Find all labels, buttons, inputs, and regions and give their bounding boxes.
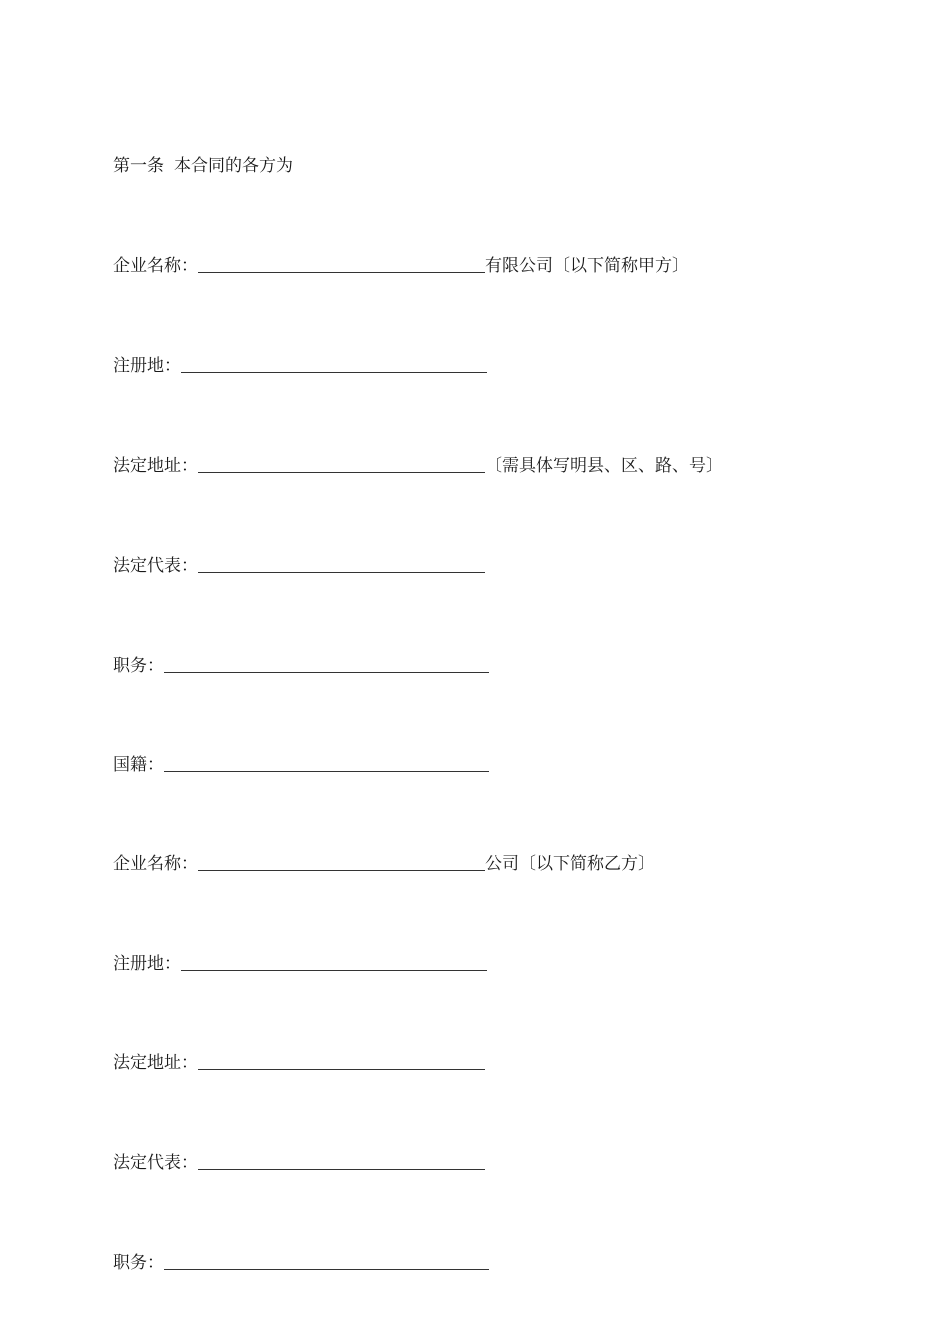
- field-label: 企业名称：: [113, 256, 198, 276]
- fill-in-blank: [198, 1168, 485, 1170]
- field-label: 法定代表：: [113, 1153, 198, 1173]
- fill-in-blank: [181, 969, 487, 971]
- party-b-legal-address-row: [113, 1047, 485, 1073]
- field-label: 国籍：: [113, 755, 164, 775]
- field-label: 法定地址：: [113, 456, 198, 476]
- party-b-legal-representative-row: [113, 1147, 485, 1173]
- fill-in-blank: [198, 869, 485, 871]
- party-b-registered-place-row: [113, 948, 487, 974]
- party-a-legal-representative-row: [113, 550, 485, 576]
- field-label: 法定地址：: [113, 1053, 198, 1073]
- fill-in-blank: [198, 271, 485, 273]
- party-b-position-row: [113, 1247, 489, 1273]
- field-label: 职务：: [113, 1253, 164, 1273]
- fill-in-blank: [164, 1268, 489, 1270]
- field-label: 职务：: [113, 656, 164, 676]
- party-a-nationality-row: [113, 749, 489, 775]
- party-a-registered-place-row: [113, 350, 487, 376]
- party-a-company-name-row: [113, 250, 689, 276]
- article-number: 第一条: [113, 156, 164, 176]
- fill-in-blank: [198, 471, 485, 473]
- fill-in-blank: [198, 571, 485, 573]
- field-label: 法定代表：: [113, 556, 198, 576]
- party-a-position-row: [113, 650, 489, 676]
- fill-in-blank: [198, 1068, 485, 1070]
- fill-in-blank: [181, 371, 487, 373]
- field-label: 注册地：: [113, 356, 181, 376]
- field-label: 注册地：: [113, 954, 181, 974]
- field-suffix: 有限公司〔以下简称甲方〕: [485, 256, 689, 276]
- article-heading: [113, 150, 293, 176]
- fill-in-blank: [164, 770, 489, 772]
- party-b-company-name-row: [113, 848, 655, 874]
- field-suffix: 〔需具体写明县、区、路、号〕: [485, 456, 723, 476]
- field-suffix: 公司〔以下简称乙方〕: [485, 854, 655, 874]
- party-a-legal-address-row: [113, 450, 723, 476]
- article-title: 本合同的各方为: [174, 156, 293, 176]
- fill-in-blank: [164, 671, 489, 673]
- field-label: 企业名称：: [113, 854, 198, 874]
